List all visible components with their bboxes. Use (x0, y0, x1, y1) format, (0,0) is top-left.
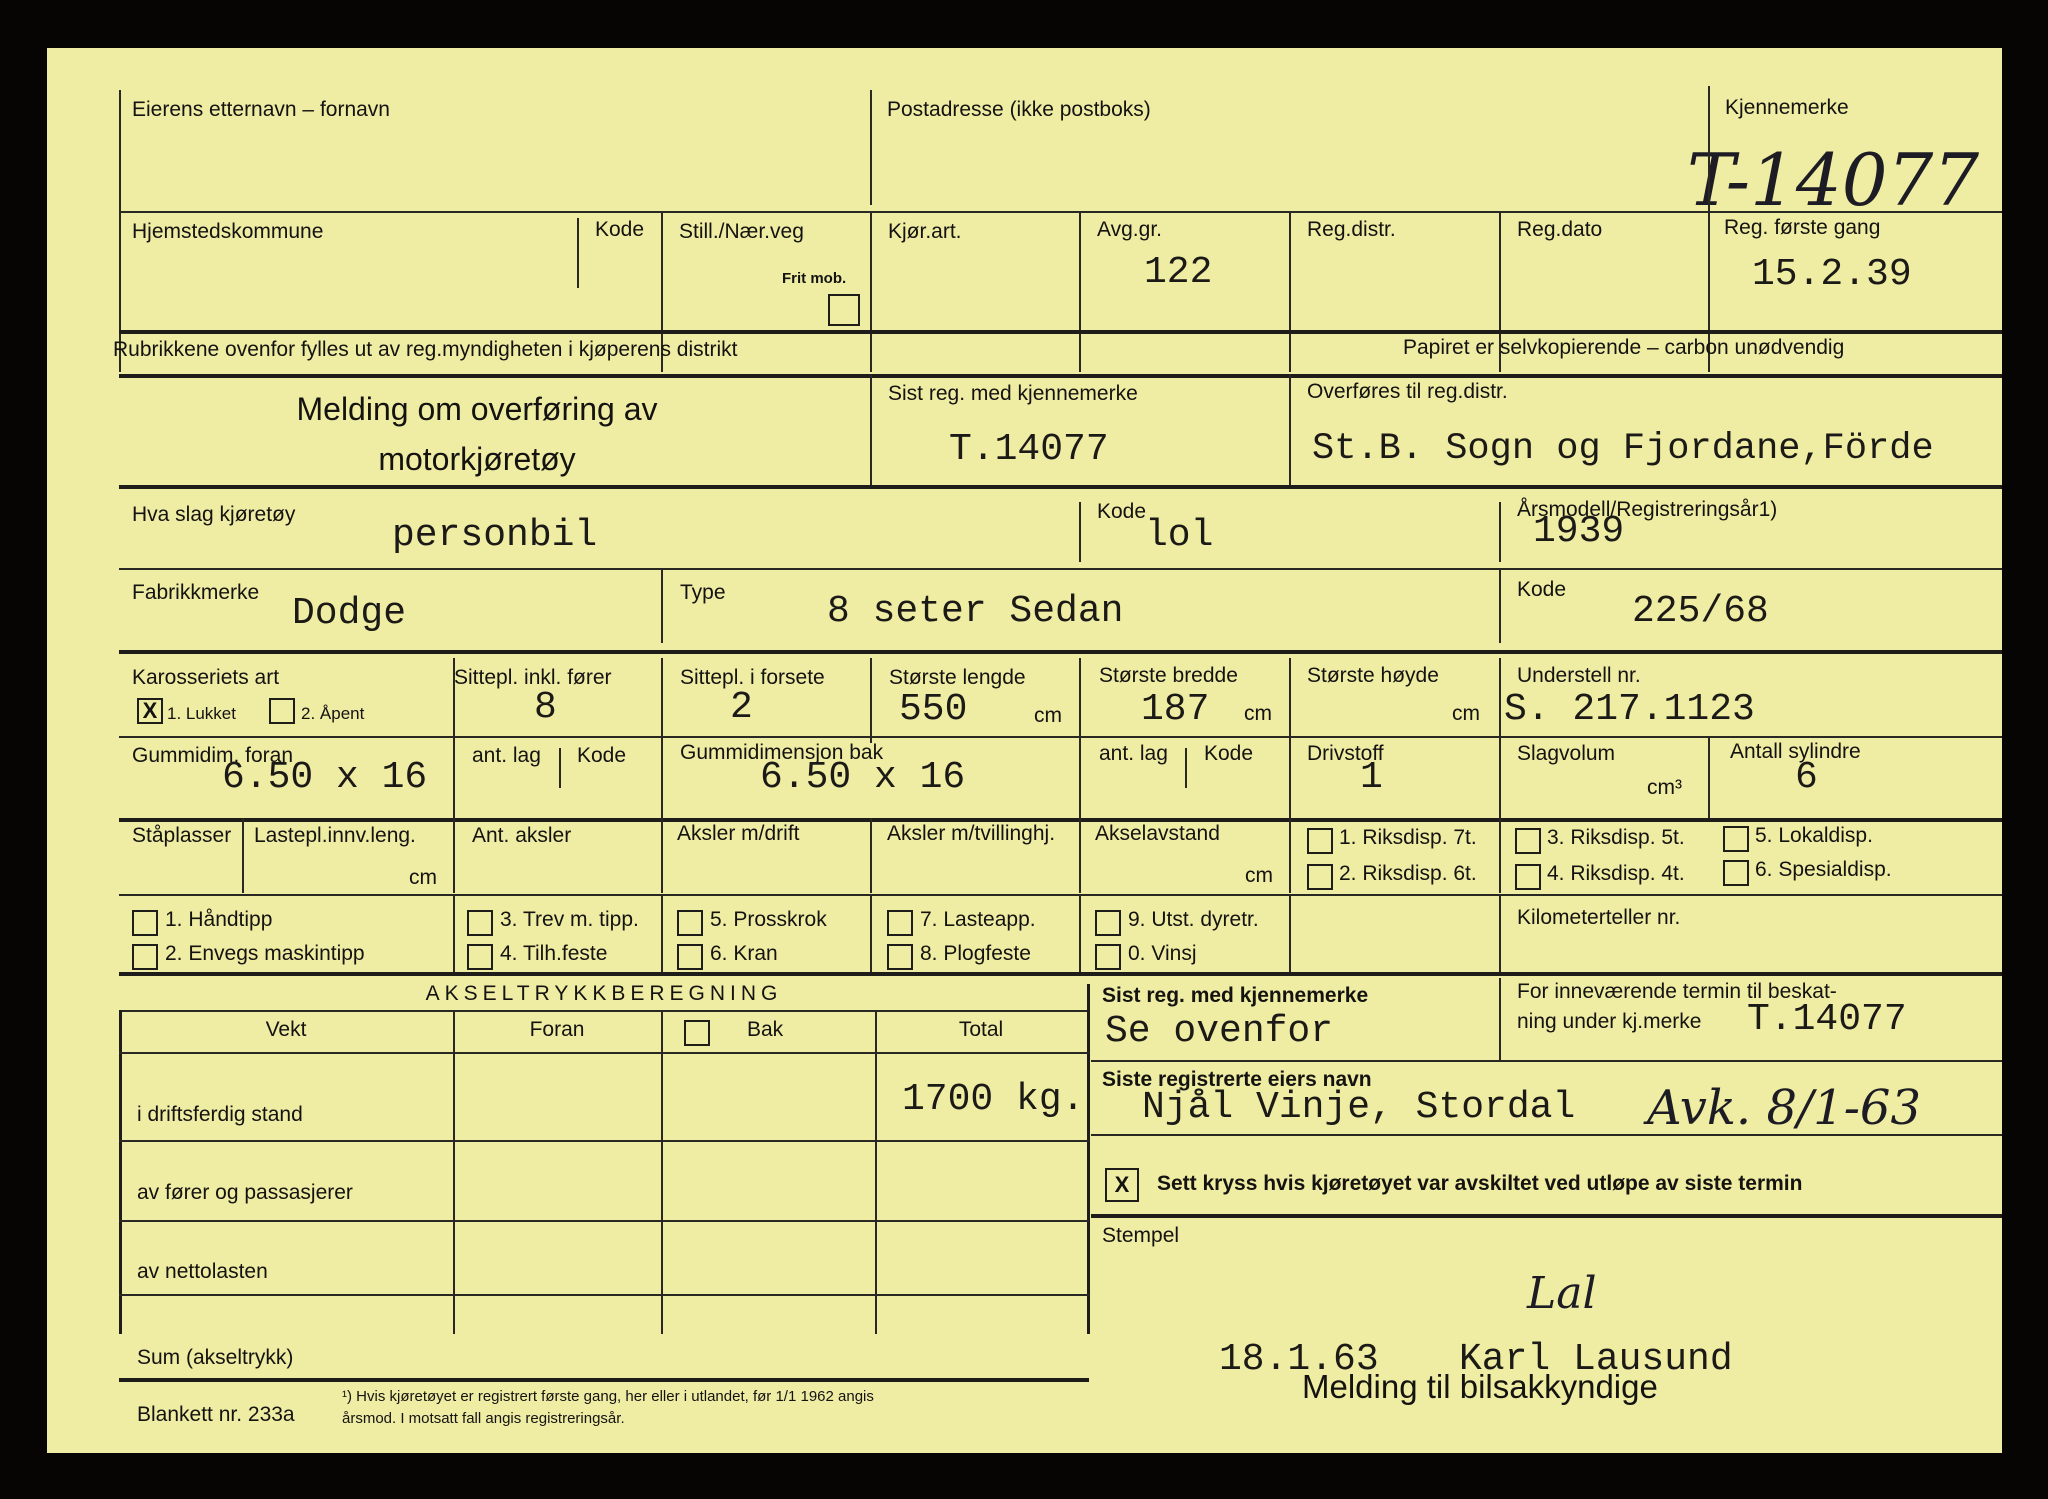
reg-mark-handwritten: T-14077 (1687, 138, 1980, 222)
reg-distr-label: Reg.distr. (1307, 218, 1396, 241)
last-reg-mark-label: Sist reg. med kjennemerke (888, 382, 1138, 405)
equip-6-checkbox[interactable] (677, 944, 703, 970)
riksdisp-3-checkbox[interactable] (1515, 828, 1541, 854)
avg-gr-label: Avg.gr. (1097, 218, 1162, 241)
col-front: Foran (529, 1018, 585, 1041)
displacement-unit: cm³ (1647, 776, 1682, 799)
handwritten-note: Avk. 8/1-63 (1647, 1080, 1921, 1136)
form-title-line2: motorkjøretøy (378, 441, 576, 477)
equip-6-label: 6. Kran (710, 942, 778, 965)
home-municipality-label: Hjemstedskommune (132, 220, 324, 243)
kjor-art-label: Kjør.art. (888, 220, 962, 243)
frit-mob-checkbox[interactable] (828, 294, 860, 326)
equip-9-checkbox[interactable] (1095, 910, 1121, 936)
equip-8-label: 8. Plogfeste (920, 942, 1031, 965)
body-open-label: 2. Åpent (301, 704, 365, 723)
tyre-rear-value: 6.50 x 16 (760, 756, 966, 799)
equip-0-label: 0. Vinsj (1128, 942, 1197, 965)
col-rear: Bak (747, 1018, 784, 1041)
lokaldisp-label: 5. Lokaldisp. (1755, 824, 1873, 847)
chassis-no-label: Understell nr. (1517, 664, 1641, 687)
axles-count-label: Ant. aksler (472, 824, 572, 847)
still-naer-veg-label: Still./Nær.veg (679, 220, 804, 243)
odometer-label: Kilometerteller nr. (1517, 906, 1681, 929)
note-right: Papiret er selvkopierende – carbon unødvendig (1403, 336, 1845, 359)
height-label: Største høyde (1307, 664, 1439, 687)
fuel-label: Drivstoff (1307, 742, 1384, 765)
transfer-to-label: Overføres til reg.distr. (1307, 380, 1508, 403)
signature: Lal (1527, 1268, 1597, 1319)
total-weight-value: 1700 kg. (902, 1078, 1085, 1121)
reg-dato-label: Reg.dato (1517, 218, 1603, 241)
equip-2-label: 2. Envegs maskintipp (165, 942, 365, 965)
lokaldisp-checkbox[interactable] (1723, 826, 1749, 852)
seats-incl-driver-label: Sittepl. inkl. fører (454, 666, 612, 689)
riksdisp-4-label: 4. Riksdisp. 4t. (1547, 862, 1685, 885)
vehicle-kind-label: Hva slag kjøretøy (132, 503, 296, 526)
kode-label: Kode (595, 218, 645, 241)
first-reg-value: 15.2.39 (1752, 253, 1912, 296)
type-label: Type (680, 581, 726, 604)
tyre-rear-layers-label: ant. lag (1099, 742, 1168, 765)
col-total: Total (958, 1018, 1004, 1041)
wheelbase-unit: cm (1245, 864, 1273, 887)
equip-1-checkbox[interactable] (132, 910, 158, 936)
deregistered-label: Sett kryss hvis kjøretøyet var avskiltet ved utløpe av siste termin (1157, 1172, 1803, 1195)
wheelbase-label: Akselavstand (1095, 822, 1220, 845)
front-seats-value: 2 (730, 686, 753, 729)
equip-4-checkbox[interactable] (467, 944, 493, 970)
height-unit: cm (1452, 702, 1480, 725)
cylinders-value: 6 (1795, 756, 1818, 799)
length-label: Største lengde (889, 666, 1026, 689)
riksdisp-2-checkbox[interactable] (1307, 864, 1333, 890)
footnote-line2: årsmod. I motsatt fall angis registreringsår. (342, 1410, 625, 1427)
front-seats-label: Sittepl. i forsete (680, 666, 825, 689)
equip-7-checkbox[interactable] (887, 910, 913, 936)
first-reg-label: Reg. første gang (1724, 216, 1881, 239)
deregistered-checkbox[interactable]: X (1105, 1168, 1139, 1202)
row-driver-passengers: av fører og passasjerer (137, 1181, 353, 1204)
vehicle-kode-label: Kode (1097, 500, 1147, 523)
seats-incl-driver-value: 8 (534, 686, 557, 729)
tax-term-label-1: For inneværende termin til beskat- (1517, 980, 1837, 1003)
standing-places-label: Ståplasser (132, 824, 232, 847)
equip-5-checkbox[interactable] (677, 910, 703, 936)
avg-gr-value: 122 (1144, 251, 1213, 294)
transfer-to-value: St.B. Sogn og Fjordane,Förde (1312, 428, 1934, 470)
riksdisp-1-label: 1. Riksdisp. 7t. (1339, 826, 1477, 849)
row-sum: Sum (akseltrykk) (137, 1346, 294, 1369)
row-operating: i driftsferdig stand (137, 1103, 303, 1126)
length-unit: cm (1034, 704, 1062, 727)
last-owner-label: Siste registrerte eiers navn (1102, 1068, 1372, 1091)
make-label: Fabrikkmerke (132, 581, 260, 604)
cargo-length-unit: cm (409, 866, 437, 889)
stamp-name: Karl Lausund (1459, 1338, 1733, 1381)
driven-axles-label: Aksler m/drift (677, 822, 800, 845)
last-reg-mark-value-2: Se ovenfor (1105, 1010, 1334, 1053)
width-value: 187 (1141, 688, 1210, 731)
riksdisp-2-label: 2. Riksdisp. 6t. (1339, 862, 1477, 885)
displacement-label: Slagvolum (1517, 742, 1616, 765)
form-title-line1: Melding om overføring av (296, 391, 658, 427)
body-open-checkbox[interactable] (269, 698, 295, 724)
equip-1-label: 1. Håndtipp (165, 908, 273, 931)
equip-0-checkbox[interactable] (1095, 944, 1121, 970)
spesialdisp-label: 6. Spesialdisp. (1755, 858, 1892, 881)
vehicle-kind-value: personbil (392, 514, 598, 557)
fuel-value: 1 (1360, 756, 1383, 799)
type-value: 8 seter Sedan (827, 590, 1124, 633)
length-value: 550 (899, 688, 968, 731)
model-year-value: 1939 (1533, 510, 1625, 553)
tyre-rear-label: Gummidimensjon bak (680, 741, 884, 764)
tyre-front-value: 6.50 x 16 (222, 756, 428, 799)
tyre-rear-kode-label: Kode (1204, 742, 1254, 765)
riksdisp-4-checkbox[interactable] (1515, 864, 1541, 890)
frit-mob-label: Frit mob. (782, 270, 847, 287)
equip-4-label: 4. Tilh.feste (500, 942, 608, 965)
col-weight: Vekt (265, 1018, 307, 1041)
owner-name-label: Eierens etternavn – fornavn (132, 98, 390, 121)
twin-axles-label: Aksler m/tvillinghj. (887, 822, 1056, 845)
axle-load-heading: AKSELTRYKKBEREGNING (425, 982, 783, 1005)
width-unit: cm (1244, 702, 1272, 725)
equip-9-label: 9. Utst. dyretr. (1128, 908, 1259, 931)
footnote-line1: ¹) Hvis kjøretøyet er registrert første gang, her eller i utlandet, før 1/1 1962 angis (342, 1388, 874, 1405)
body-closed-checkbox[interactable]: X (137, 698, 163, 724)
equip-7-label: 7. Lasteapp. (920, 908, 1036, 931)
vehicle-kode-value: lol (1145, 514, 1214, 557)
note-left: Rubrikkene ovenfor fylles ut av reg.myndigheten i kjøperens distrikt (113, 338, 738, 361)
form-number: Blankett nr. 233a (137, 1403, 295, 1426)
spesialdisp-checkbox[interactable] (1723, 860, 1749, 886)
riksdisp-1-checkbox[interactable] (1307, 828, 1333, 854)
type-kode-label: Kode (1517, 578, 1567, 601)
equip-2-checkbox[interactable] (132, 944, 158, 970)
make-value: Dodge (292, 592, 407, 635)
tyre-front-layers-label: ant. lag (472, 744, 541, 767)
equip-8-checkbox[interactable] (887, 944, 913, 970)
width-label: Største bredde (1099, 664, 1238, 687)
equip-3-checkbox[interactable] (467, 910, 493, 936)
registration-card (47, 48, 2002, 1453)
riksdisp-3-label: 3. Riksdisp. 5t. (1547, 826, 1685, 849)
cylinders-label: Antall sylindre (1730, 740, 1861, 763)
reg-mark-label: Kjennemerke (1725, 96, 1849, 119)
tax-term-label-2: ning under kj.merke (1517, 1010, 1702, 1033)
last-reg-mark-value: T.14077 (949, 428, 1109, 471)
stamp-label: Stempel (1102, 1224, 1180, 1247)
tyre-front-label: Gummidim. foran (132, 744, 294, 767)
tax-term-value: T.14077 (1747, 998, 1907, 1041)
row-net-load: av nettolasten (137, 1260, 268, 1283)
cargo-length-label: Lastepl.innv.leng. (254, 824, 416, 847)
type-kode-value: 225/68 (1632, 590, 1769, 633)
inspector-message: Melding til bilsakkyndige (1302, 1368, 1658, 1405)
postal-address-label: Postadresse (ikke postboks) (887, 98, 1151, 121)
rear-checkbox[interactable] (684, 1020, 710, 1046)
equip-3-label: 3. Trev m. tipp. (500, 908, 639, 931)
equip-5-label: 5. Prosskrok (710, 908, 827, 931)
body-type-label: Karosseriets art (132, 666, 280, 689)
stamp-date: 18.1.63 (1219, 1338, 1379, 1381)
model-year-label: Årsmodell/Registreringsår1) (1517, 498, 1778, 521)
last-owner-value: Njål Vinje, Stordal (1142, 1086, 1576, 1129)
tyre-front-kode-label: Kode (577, 744, 627, 767)
body-closed-label: 1. Lukket (167, 704, 236, 723)
last-reg-mark-label-2: Sist reg. med kjennemerke (1102, 984, 1369, 1007)
chassis-no-value: S. 217.1123 (1504, 688, 1755, 731)
